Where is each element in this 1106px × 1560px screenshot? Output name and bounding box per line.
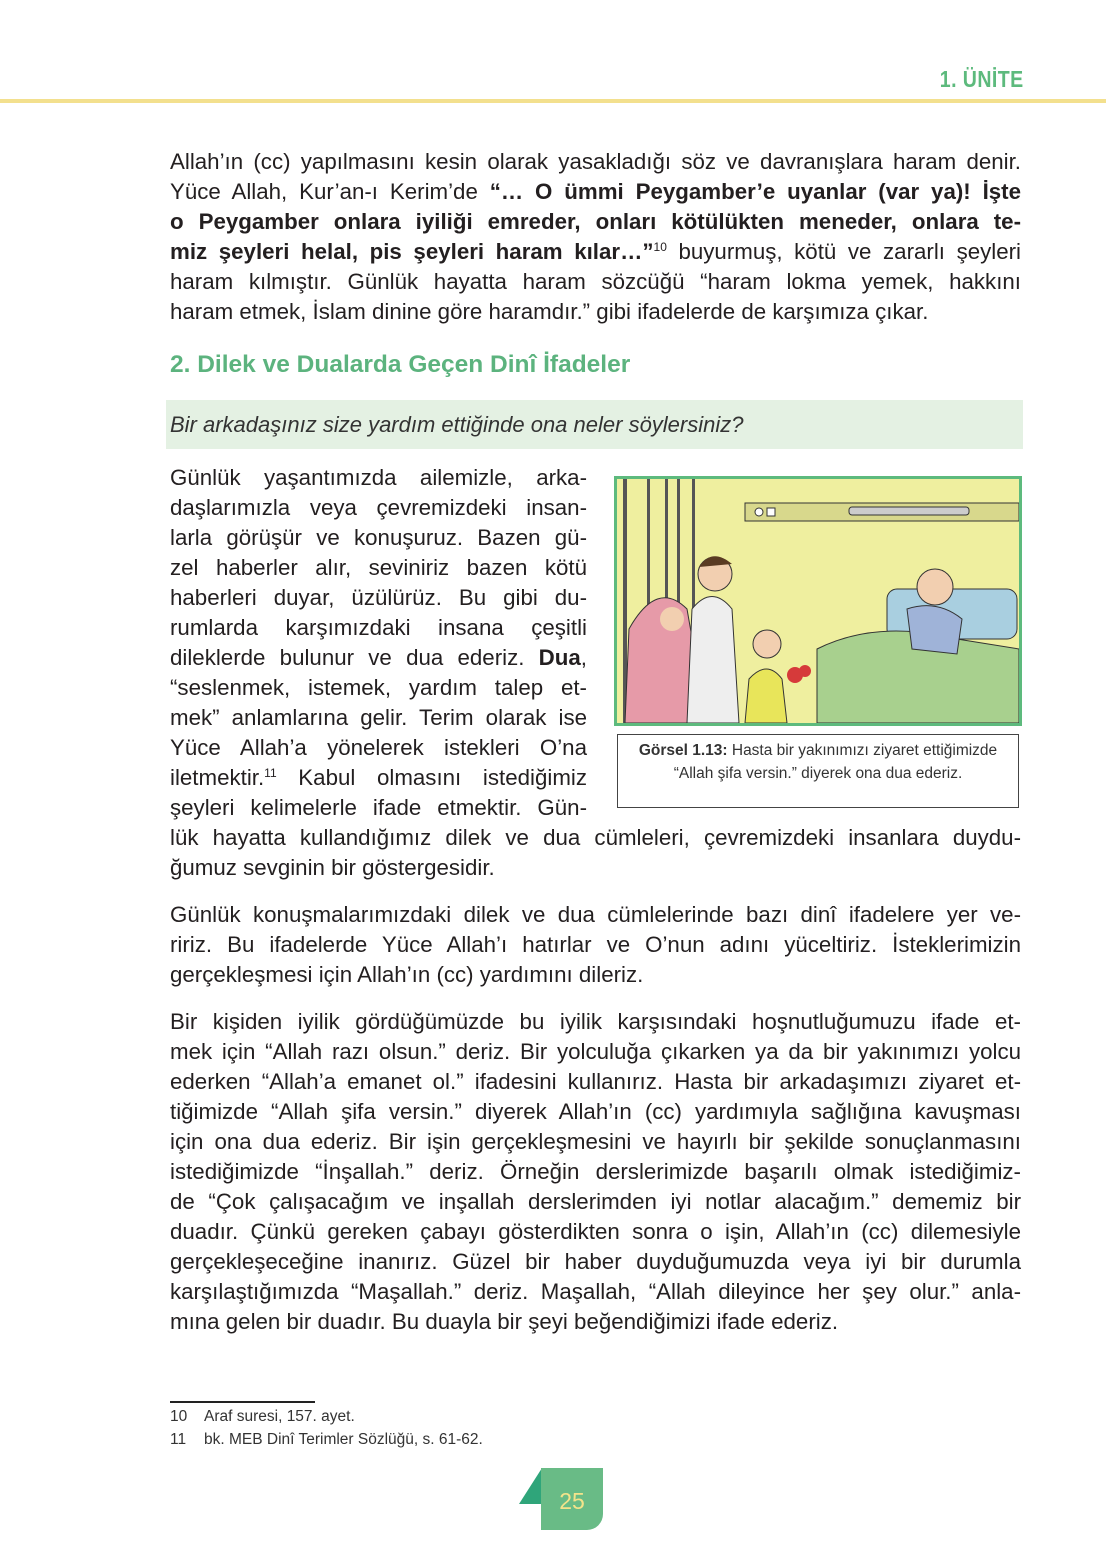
text-run: haram kılmıştır. Günlük hayatta haram sözcüğü “haram lokma yemek, hakkını: [170, 269, 1021, 294]
footnote-11: 11 bk. MEB Dinî Terimler Sözlüğü, s. 61-62.: [170, 1431, 483, 1448]
footnote-ref: 11: [264, 766, 277, 780]
text-run: rumlarda karşımızdaki insana çeşitli: [170, 615, 587, 640]
text-line: [170, 297, 1021, 327]
text-run: için ona dua ederiz. Bir işin gerçekleşmesini ve hayırlı bir şekilde sonuçlanmasını: [170, 1129, 1021, 1154]
text-run: mek” anlamlarına gelir. Terim olarak ise: [170, 705, 587, 730]
text-line: [170, 823, 1021, 853]
text-run: Bir kişiden iyilik gördüğümüzde bu iyilik karşısındaki hoşnutluğumuzu ifade et-: [170, 1009, 1021, 1034]
text-line: [170, 793, 587, 823]
text-run: haram etmek, İslam dinine göre haramdır.” gibi ifadelerde de karşımıza çıkar.: [170, 299, 929, 324]
text-run: daşlarımızla veya çevremizdeki insan-: [170, 495, 587, 520]
text-line: [170, 463, 587, 493]
text-line: [170, 237, 1021, 267]
header-divider: [0, 99, 1106, 103]
text-line: [170, 1217, 1021, 1247]
bold-text: o Peygamber onlara iyiliği emreder, onları kötülükten meneder, onlara te-: [170, 209, 1021, 234]
text-run: lük hayatta kullandığımız dilek ve dua cümleleri, çevremizdeki insanlara duydu-: [170, 825, 1021, 850]
bold-text: Dua: [538, 645, 581, 670]
text-line: [170, 1187, 1021, 1217]
text-run: gerçekleşeceğine inanırız. Güzel bir haber duyduğumuzda veya iyi bir durumla: [170, 1249, 1021, 1274]
text-line: [170, 1127, 1021, 1157]
text-run: Yüce Allah’a yönelerek istekleri O’na: [170, 735, 587, 760]
figure-caption: [617, 734, 1019, 808]
text-run: buyurmuş, kötü ve zararlı şeyleri: [666, 239, 1021, 264]
page-number-tab: [541, 1468, 603, 1530]
bold-text: miz şeyleri helal, pis şeyleri haram kılar…”: [170, 239, 654, 264]
text-line: [170, 1007, 1021, 1037]
hospital-visit-illustration: [614, 476, 1022, 726]
text-line: [170, 643, 587, 673]
text-run: şeyleri kelimelerle ifade etmektir. Gün-: [170, 795, 587, 820]
text-line: [170, 147, 1021, 177]
text-run: ederken “Allah’a emanet ol.” ifadesini kullanırız. Hasta bir arkadaşımızı ziyaret et-: [170, 1069, 1021, 1094]
text-line: [170, 673, 587, 703]
text-line: [170, 553, 587, 583]
text-run: karşılaştığımızda “Maşallah.” deriz. Maşallah, “Allah dileyince her şey olur.” anla-: [170, 1279, 1021, 1304]
text-run: de “Çok çalışacağım ve inşallah derslerimden iyi notlar alacağım.” dememiz bir: [170, 1189, 1021, 1214]
text-line: [170, 493, 587, 523]
paragraph-examples: [170, 1007, 1021, 1337]
text-line: [170, 1037, 1021, 1067]
text-line: [170, 1277, 1021, 1307]
text-run: ,: [580, 645, 587, 670]
text-run: Yüce Allah, Kur’an-ı Kerim’de: [170, 179, 490, 204]
footnote-ref: 10: [653, 240, 667, 254]
text-line: [170, 1067, 1021, 1097]
text-run: mek için “Allah razı olsun.” deriz. Bir yolculuğa çıkarken ya da bir yakınımızı yolcu: [170, 1039, 1021, 1064]
text-run: Günlük yaşantımızda ailemizle, arka-: [170, 465, 587, 490]
text-line: [170, 583, 587, 613]
text-run: duadır. Çünkü gereken çabayı gösterdikten sonra o işin, Allah’ın (cc) dilemesiyle: [170, 1219, 1021, 1244]
footnote-10: 10 Araf suresi, 157. ayet.: [170, 1408, 355, 1425]
text-line: [170, 177, 1021, 207]
text-run: dileklerde bulunur ve dua ederiz.: [170, 645, 539, 670]
page-number: 25: [559, 1488, 585, 1514]
section-heading: 2. Dilek ve Dualarda Geçen Dinî İfadeler: [170, 351, 631, 378]
figure-label: Görsel 1.13:: [638, 742, 728, 759]
text-line: [170, 900, 1021, 930]
text-run: mına gelen bir duadır. Bu duayla bir şeyi beğendiğimizi ifade ederiz.: [170, 1309, 839, 1334]
text-line: [170, 763, 587, 793]
text-line: [170, 1307, 1021, 1337]
text-run: ğumuz sevginin bir göstergesidir.: [170, 855, 495, 880]
text-line: [170, 1247, 1021, 1277]
bold-text: “… O ümmi Peygamber’e uyanlar (var ya)! İşte: [489, 179, 1022, 204]
text-line: [170, 733, 587, 763]
text-run: larla görüşür ve konuşuruz. Bazen gü-: [170, 525, 587, 550]
text-run: “seslenmek, istemek, yardım talep et-: [170, 675, 587, 700]
text-run: istediğimizde “İnşallah.” deriz. Örneğin derslerimizde başarılı olmak istediğimiz-: [170, 1159, 1021, 1184]
question-box: [166, 400, 1023, 449]
text-line: [170, 207, 1021, 237]
text-run: Allah’ın (cc) yapılmasını kesin olarak yasakladığı söz ve davranışlara haram denir.: [170, 149, 1021, 174]
text-run: Kabul olmasını istediğimiz: [276, 765, 587, 790]
unit-label: 1. ÜNİTE: [940, 66, 1024, 92]
text-line: [170, 703, 587, 733]
text-line: [170, 1157, 1021, 1187]
text-run: gerçekleşmesi için Allah’ın (cc) yardımını dileriz.: [170, 962, 644, 987]
text-run: haberleri duyar, üzülürüz. Bu gibi du-: [170, 585, 587, 610]
text-run: Günlük konuşmalarımızdaki dilek ve dua cümlelerinde bazı dinî ifadelere yer ve-: [170, 902, 1021, 927]
figure-caption-text: Hasta bir yakınımızı ziyaret ettiğimizde “Allah şifa versin.” diyerek ona dua ederiz.: [673, 742, 998, 782]
text-run: tiğimizde “Allah şifa versin.” diyerek Allah’ın (cc) yardımıyla sağlığına kavuşması: [170, 1099, 1021, 1124]
footnote-divider: [170, 1401, 315, 1403]
text-line: [170, 613, 587, 643]
text-line: [170, 960, 1021, 990]
text-run: ririz. Bu ifadelerde Yüce Allah’ı hatırlar ve O’nun adını yüceltiriz. İsteklerimizin: [170, 932, 1021, 957]
text-line: [170, 930, 1021, 960]
text-line: [170, 267, 1021, 297]
page-number-fold: [519, 1468, 542, 1504]
paragraph-dini-ifadeler: [170, 900, 1021, 990]
text-line: [170, 523, 587, 553]
text-run: zel haberler alır, seviniriz bazen kötü: [170, 555, 587, 580]
question-text: Bir arkadaşınız size yardım ettiğinde ona neler söylersiniz?: [170, 412, 744, 437]
text-line: [170, 1097, 1021, 1127]
paragraph-haram: [170, 147, 1021, 327]
text-line: [170, 853, 1021, 883]
text-run: iletmektir.: [170, 765, 265, 790]
